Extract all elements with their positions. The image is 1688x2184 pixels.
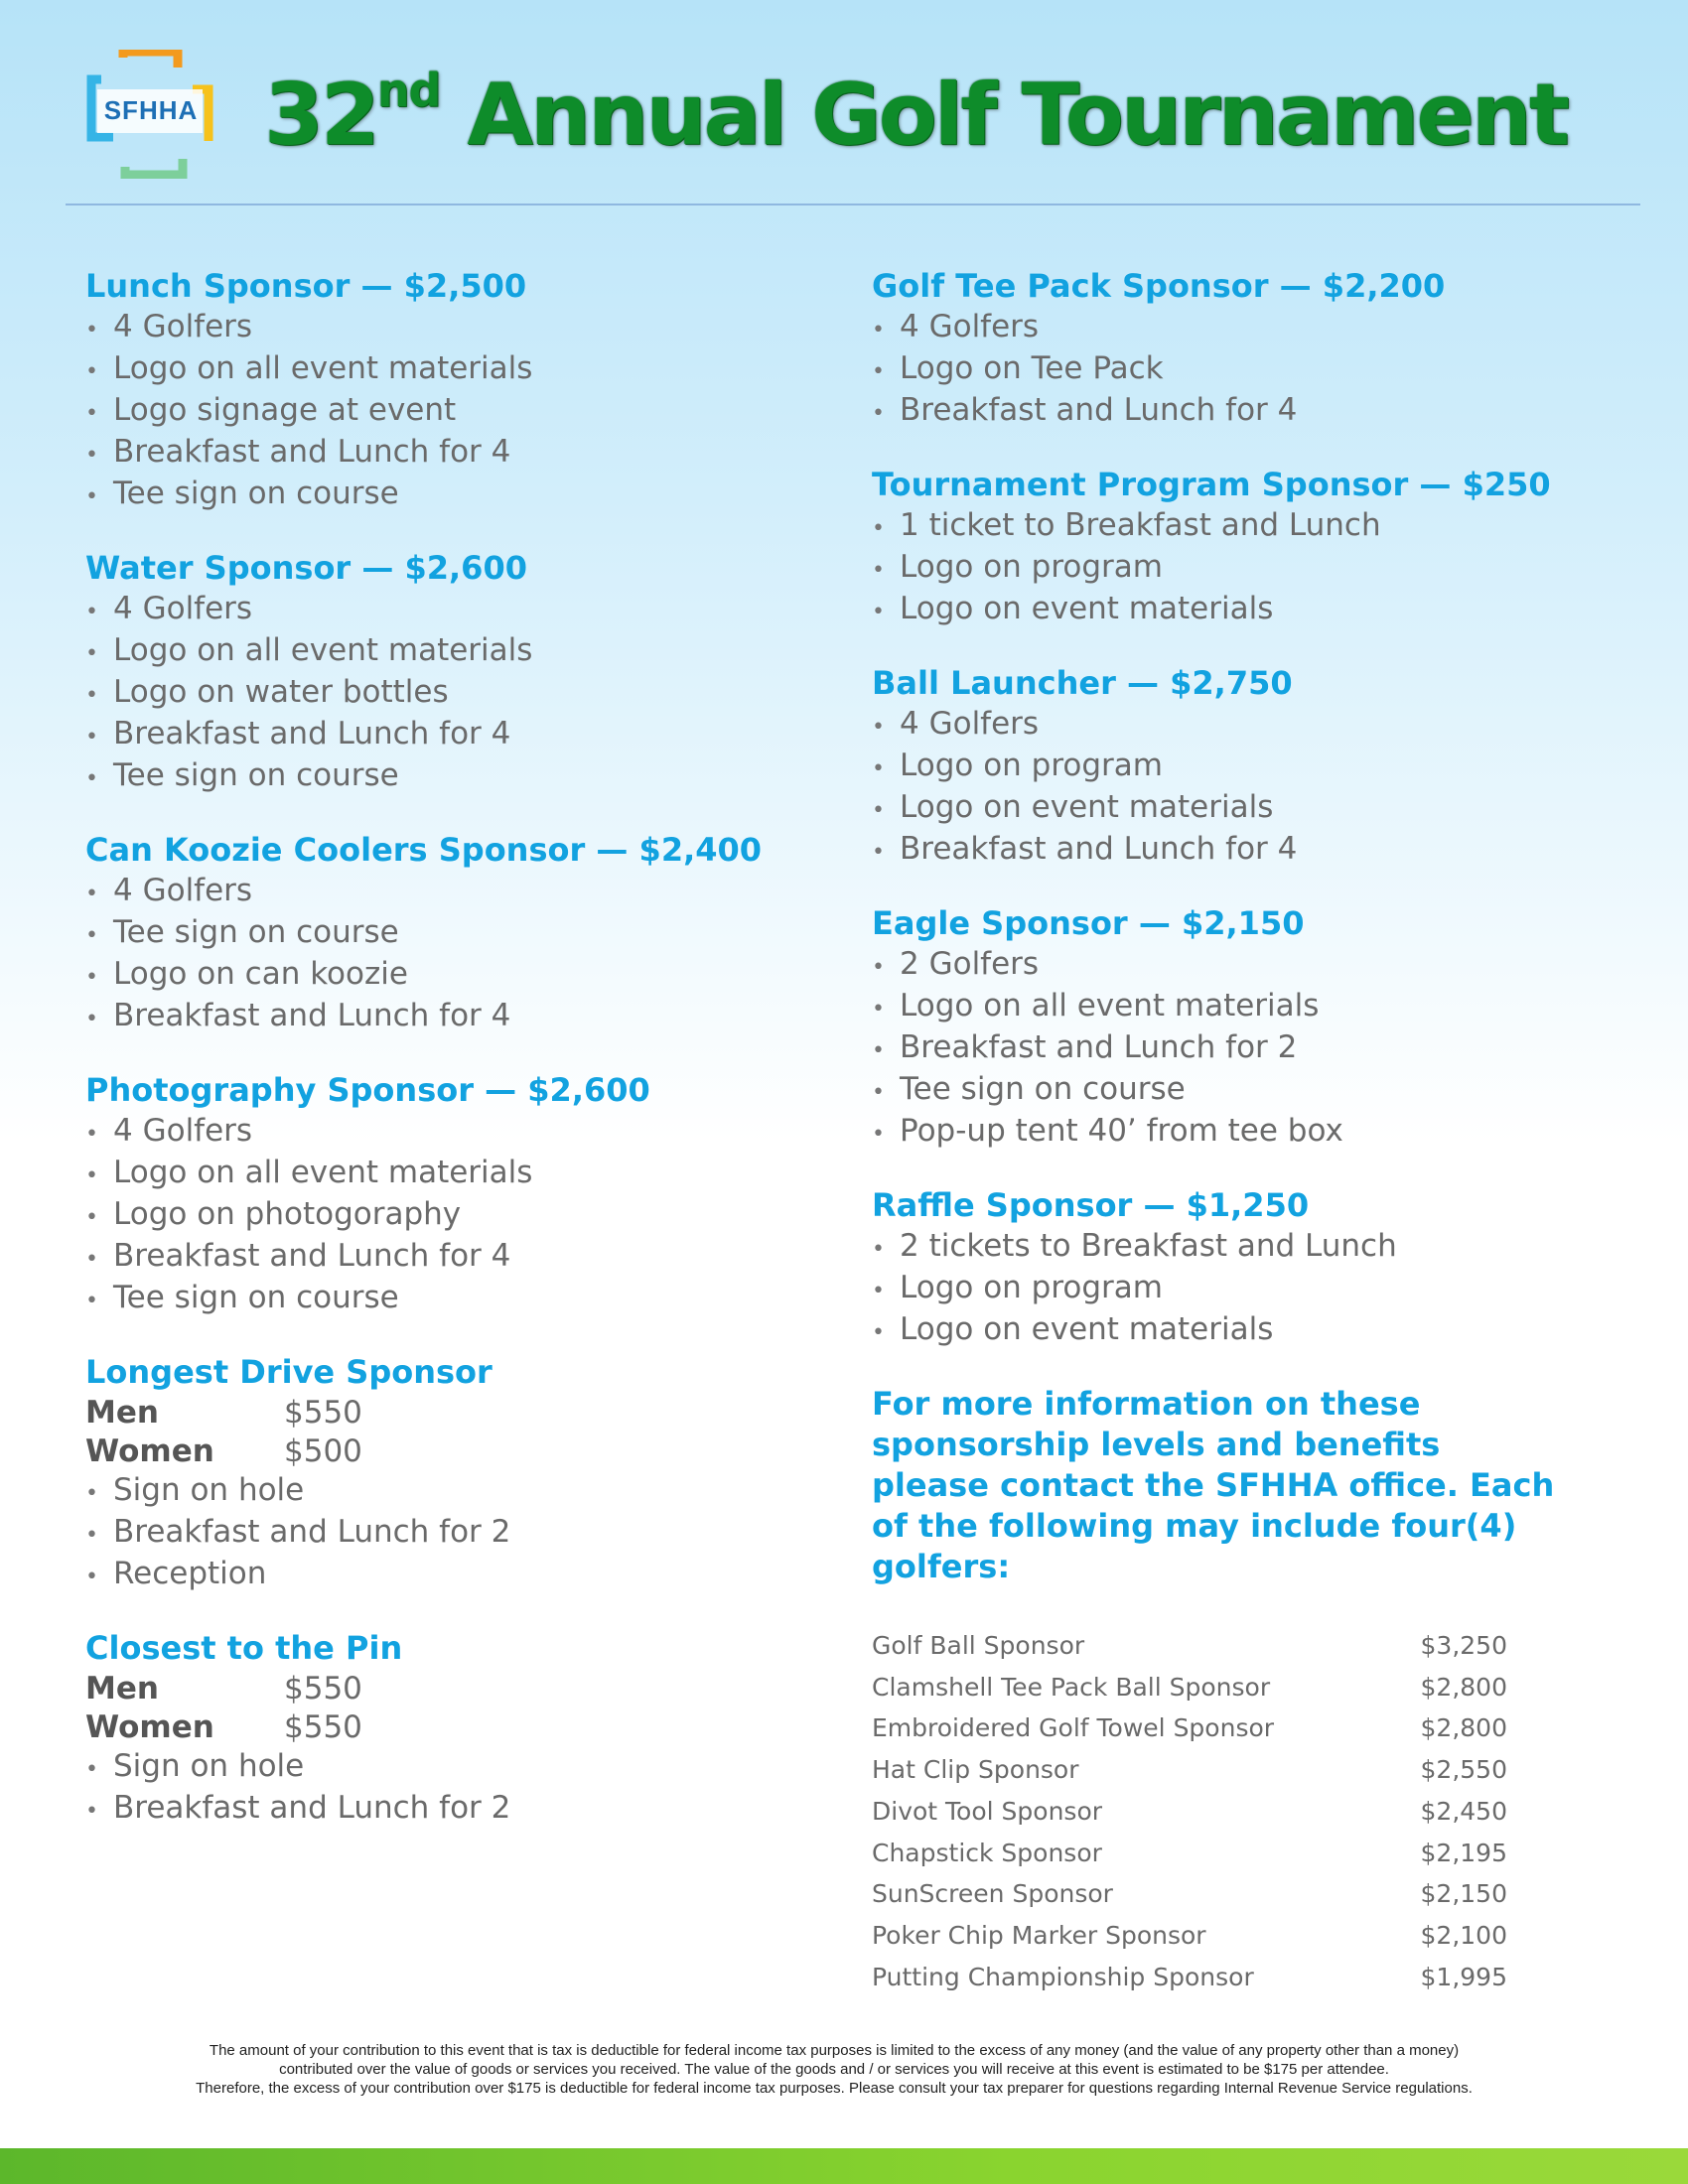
sponsor-section	[85, 830, 800, 1038]
bullet-icon: •	[85, 965, 98, 990]
benefit-item: • Pop-up tent 40’ from tee box	[872, 1112, 1626, 1154]
benefit-item: • Logo signage at event	[85, 391, 800, 433]
pricing-row-men	[85, 1670, 800, 1708]
bullet-icon: •	[872, 401, 885, 426]
benefit-list	[872, 945, 1626, 1154]
benefit-item: • Logo on all event materials	[85, 631, 800, 673]
title-number: 32	[264, 66, 377, 165]
benefit-item: • 4 Golfers	[85, 590, 800, 631]
sponsorship-price: $2,100	[1420, 1920, 1507, 1950]
bullet-icon: •	[85, 443, 98, 468]
benefit-item: • Breakfast and Lunch for 2	[872, 1028, 1626, 1070]
title-rest: Annual Golf Tournament	[440, 66, 1567, 165]
section-heading: Photography Sponsor — $2,600	[85, 1071, 650, 1109]
bullet-icon: •	[872, 516, 885, 541]
sponsor-section	[872, 266, 1626, 433]
bullet-icon: •	[85, 882, 98, 906]
benefit-list	[85, 1471, 800, 1596]
sponsorship-name: Golf Ball Sponsor	[872, 1631, 1085, 1660]
benefit-item: • Breakfast and Lunch for 4	[85, 715, 800, 756]
benefit-list	[872, 308, 1626, 433]
benefit-list	[85, 1112, 800, 1320]
benefit-item: • Tee sign on course	[872, 1070, 1626, 1112]
benefit-item: • 1 ticket to Breakfast and Lunch	[872, 506, 1626, 548]
bullet-icon: •	[872, 955, 885, 980]
table-row	[872, 1833, 1507, 1874]
sponsorship-name: Chapstick Sponsor	[872, 1838, 1102, 1867]
section-heading: Closest to the Pin	[85, 1629, 403, 1667]
sponsor-section	[872, 903, 1626, 1154]
disclaimer-line: The amount of your contribution to this event that is tax is deductible for federal income tax purposes is limited to the excess of any money (and the value of any property other than a money)	[209, 2042, 1460, 2059]
bullet-icon: •	[872, 798, 885, 823]
left-column	[85, 266, 800, 1862]
pricing-label: Women	[85, 1433, 214, 1469]
sponsorship-price: $2,550	[1420, 1755, 1507, 1785]
sponsor-section	[85, 266, 800, 516]
bullet-icon: •	[85, 1481, 98, 1506]
benefit-item: • Logo on can koozie	[85, 955, 800, 997]
pricing-row-men	[85, 1394, 800, 1433]
benefit-item: • Breakfast and Lunch for 2	[85, 1789, 800, 1831]
bullet-icon: •	[872, 1122, 885, 1147]
bullet-icon: •	[872, 997, 885, 1022]
left-sponsor-list	[85, 266, 800, 1320]
table-row	[872, 1707, 1507, 1749]
sponsor-section	[85, 1070, 800, 1320]
additional-sponsorships-table	[872, 1625, 1507, 1997]
table-row	[872, 1873, 1507, 1915]
pricing-label: Women	[85, 1709, 214, 1745]
sponsor-section	[872, 663, 1626, 872]
benefit-list	[85, 872, 800, 1038]
sponsorship-name: Divot Tool Sponsor	[872, 1796, 1103, 1826]
benefit-item: • Tee sign on course	[85, 475, 800, 516]
sponsor-section	[872, 1185, 1626, 1352]
benefit-item: • Tee sign on course	[85, 913, 800, 955]
benefit-item: • Breakfast and Lunch for 4	[872, 391, 1626, 433]
bullet-icon: •	[85, 1163, 98, 1188]
benefit-item: • Logo on all event materials	[85, 1154, 800, 1195]
right-sponsor-list	[872, 266, 1626, 1352]
bullet-icon: •	[872, 715, 885, 740]
table-row	[872, 1749, 1507, 1791]
benefit-item: • 4 Golfers	[85, 1112, 800, 1154]
sponsor-section	[85, 548, 800, 798]
bullet-icon: •	[872, 840, 885, 865]
section-heading: Raffle Sponsor — $1,250	[872, 1186, 1310, 1224]
section-heading: Lunch Sponsor — $2,500	[85, 267, 527, 305]
bullet-icon: •	[85, 1289, 98, 1313]
table-row	[872, 1791, 1507, 1833]
sponsorship-name: Clamshell Tee Pack Ball Sponsor	[872, 1672, 1271, 1702]
bullet-icon: •	[872, 1237, 885, 1262]
benefit-item: • Breakfast and Lunch for 4	[85, 1237, 800, 1279]
benefit-item: • 4 Golfers	[85, 308, 800, 349]
benefit-item: • Logo on all event materials	[85, 349, 800, 391]
bullet-icon: •	[872, 1320, 885, 1345]
bullet-icon: •	[872, 600, 885, 624]
benefit-item: • Logo on program	[872, 747, 1626, 788]
section-heading: Longest Drive Sponsor	[85, 1353, 492, 1391]
bullet-icon: •	[85, 1757, 98, 1782]
bullet-icon: •	[85, 600, 98, 624]
bullet-icon: •	[85, 1007, 98, 1031]
sponsorship-name: SunScreen Sponsor	[872, 1879, 1113, 1909]
sponsorship-name: Embroidered Golf Towel Sponsor	[872, 1713, 1275, 1743]
benefit-item: • Tee sign on course	[85, 756, 800, 798]
table-row	[872, 1625, 1507, 1667]
section-heading: Water Sponsor — $2,600	[85, 549, 527, 587]
bullet-icon: •	[85, 725, 98, 750]
benefit-list	[872, 705, 1626, 872]
section-heading: Ball Launcher — $2,750	[872, 664, 1293, 702]
bullet-icon: •	[85, 1205, 98, 1230]
disclaimer-line: contributed over the value of goods or services you received. The value of the goods and / or services you will receive at this event is estimated to be $175 per attendee.	[279, 2061, 1389, 2078]
benefit-list	[85, 308, 800, 516]
bullet-icon: •	[872, 1279, 885, 1303]
benefit-item: • 4 Golfers	[872, 705, 1626, 747]
sponsorship-name: Poker Chip Marker Sponsor	[872, 1920, 1206, 1950]
header-divider	[66, 204, 1640, 205]
bullet-icon: •	[872, 756, 885, 781]
benefit-item: • 4 Golfers	[872, 308, 1626, 349]
benefit-item: • Logo on event materials	[872, 1310, 1626, 1352]
benefit-list	[85, 1747, 800, 1831]
benefit-list	[872, 506, 1626, 631]
footer-green-bar	[0, 2148, 1688, 2184]
bullet-icon: •	[872, 318, 885, 342]
benefit-item: • Breakfast and Lunch for 4	[85, 997, 800, 1038]
benefit-item: • 2 tickets to Breakfast and Lunch	[872, 1227, 1626, 1269]
benefit-item: • Sign on hole	[85, 1471, 800, 1513]
benefit-item: • Logo on Tee Pack	[872, 349, 1626, 391]
sponsorship-name: Hat Clip Sponsor	[872, 1755, 1079, 1785]
sfhha-logo	[83, 50, 218, 179]
bullet-icon: •	[85, 1247, 98, 1272]
pricing-row-women	[85, 1433, 800, 1471]
section-heading: Tournament Program Sponsor — $250	[872, 466, 1551, 503]
bullet-icon: •	[85, 923, 98, 948]
sponsorship-price: $1,995	[1420, 1962, 1507, 1991]
sponsorship-price: $3,250	[1420, 1631, 1507, 1660]
pricing-value: $550	[284, 1671, 362, 1706]
benefit-item: • Breakfast and Lunch for 4	[85, 433, 800, 475]
bullet-icon: •	[85, 484, 98, 509]
benefit-item: • Logo on all event materials	[872, 987, 1626, 1028]
table-row	[872, 1667, 1507, 1708]
disclaimer-line: Therefore, the excess of your contribution over $175 is deductible for federal income tax purposes. Please consult your tax preparer for questions regarding Internal Revenue Service regulations.	[196, 2080, 1473, 2097]
pricing-row-women	[85, 1708, 800, 1747]
section-heading: Golf Tee Pack Sponsor — $2,200	[872, 267, 1446, 305]
benefit-item: • 4 Golfers	[85, 872, 800, 913]
right-column	[872, 266, 1626, 1997]
logo-text: SFHHA	[103, 95, 199, 125]
section-heading: Eagle Sponsor — $2,150	[872, 904, 1305, 942]
benefit-item: • Logo on program	[872, 1269, 1626, 1310]
bullet-icon: •	[85, 359, 98, 384]
sponsorship-price: $2,800	[1420, 1713, 1507, 1743]
benefit-item: • Logo on water bottles	[85, 673, 800, 715]
pricing-value: $550	[284, 1709, 362, 1745]
bullet-icon: •	[85, 766, 98, 791]
benefit-item: • Logo on photogoraphy	[85, 1195, 800, 1237]
bullet-icon: •	[85, 1799, 98, 1824]
bullet-icon: •	[85, 1565, 98, 1589]
bullet-icon: •	[85, 1122, 98, 1147]
pricing-label: Men	[85, 1671, 159, 1706]
title-suffix: nd	[376, 64, 441, 118]
pricing-value: $500	[284, 1433, 362, 1469]
sponsor-section	[872, 465, 1626, 631]
benefit-item: • Logo on event materials	[872, 590, 1626, 631]
benefit-item: • Tee sign on course	[85, 1279, 800, 1320]
bullet-icon: •	[85, 683, 98, 708]
bullet-icon: •	[872, 1038, 885, 1063]
benefit-item: • Reception	[85, 1555, 800, 1596]
closest-pin-section	[85, 1628, 800, 1831]
bullet-icon: •	[85, 318, 98, 342]
bullet-icon: •	[85, 641, 98, 666]
benefit-item: • Breakfast and Lunch for 2	[85, 1513, 800, 1555]
bullet-icon: •	[85, 401, 98, 426]
sponsorship-price: $2,450	[1420, 1796, 1507, 1826]
table-row	[872, 1957, 1507, 1998]
benefit-item: • Sign on hole	[85, 1747, 800, 1789]
longest-drive-section	[85, 1352, 800, 1596]
tax-disclaimer	[109, 2041, 1559, 2098]
page-title	[264, 66, 1567, 165]
sponsorship-price: $2,150	[1420, 1879, 1507, 1909]
bullet-icon: •	[872, 359, 885, 384]
bullet-icon: •	[872, 558, 885, 583]
more-info-text: For more information on these sponsorship levels and benefits please contact the SFHHA office. Each of the following may include four(4) golfers:	[872, 1385, 1555, 1585]
section-heading: Can Koozie Coolers Sponsor — $2,400	[85, 831, 763, 869]
benefit-item: • Logo on event materials	[872, 788, 1626, 830]
benefit-list	[85, 590, 800, 798]
benefit-item: • Breakfast and Lunch for 4	[872, 830, 1626, 872]
benefit-item: • Logo on program	[872, 548, 1626, 590]
table-row	[872, 1915, 1507, 1957]
bullet-icon: •	[85, 1523, 98, 1548]
sponsorship-name: Putting Championship Sponsor	[872, 1962, 1254, 1991]
pricing-label: Men	[85, 1395, 159, 1431]
sponsorship-price: $2,800	[1420, 1672, 1507, 1702]
pricing-value: $550	[284, 1395, 362, 1431]
bullet-icon: •	[872, 1080, 885, 1105]
benefit-item: • 2 Golfers	[872, 945, 1626, 987]
benefit-list	[872, 1227, 1626, 1352]
sponsorship-price: $2,195	[1420, 1838, 1507, 1867]
